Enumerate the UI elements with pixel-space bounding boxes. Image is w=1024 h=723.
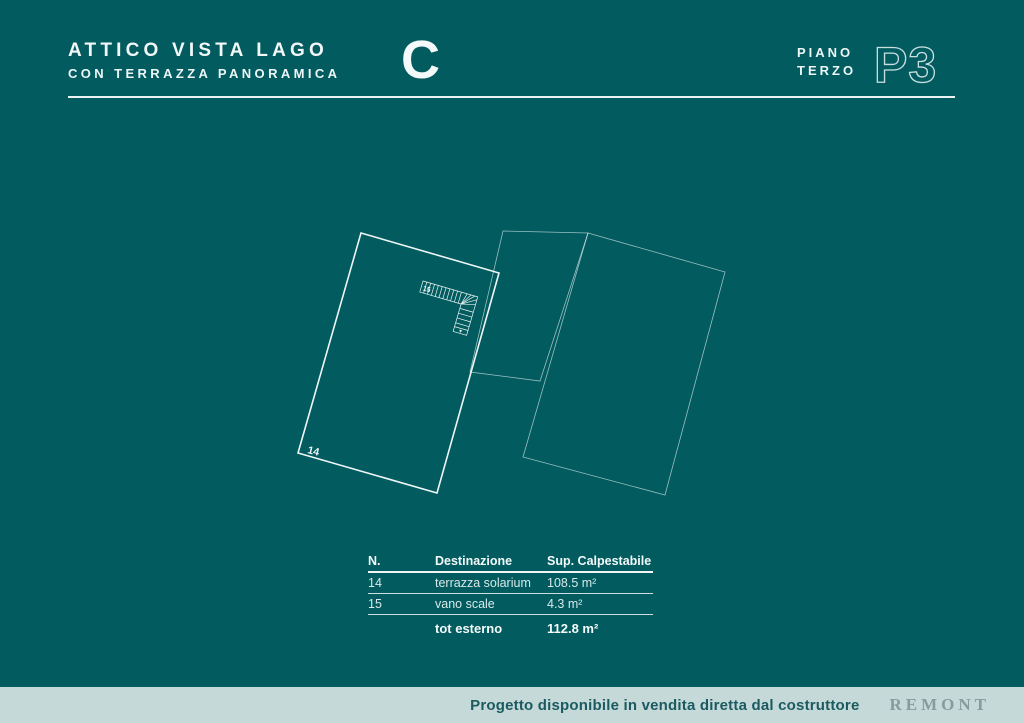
cell-sup: 108.5 m² [547,576,597,590]
cell-total-sup: 112.8 m² [547,620,599,636]
page-subtitle: CON TERRAZZA PANORAMICA [68,66,341,81]
areas-table [368,551,653,641]
header-divider [68,96,955,98]
brand-logo: REMONT [889,695,990,714]
stairs-label: 15 [421,285,432,295]
availability-note: Progetto disponibile in vendita diretta dal costruttore [470,696,860,714]
stairs [412,281,478,335]
building-outline-middle [470,231,588,381]
cell-total-label: tot esterno [435,620,503,636]
table-footer-row [368,615,653,641]
floor-label-line1: PIANO [797,45,854,60]
building-outline-right [523,233,725,495]
floor-plan-svg [280,210,745,510]
cell-sup: 4.3 m² [547,597,583,611]
terrace-outline [298,233,499,493]
table-row [368,594,653,615]
cell-destinazione: terrazza solarium [435,576,531,590]
table-row [368,573,653,594]
cell-n: 14 [368,576,382,590]
floor-label [797,44,856,80]
cell-n: 15 [368,597,382,611]
page-title: ATTICO VISTA LAGO [68,40,328,61]
cell-destinazione: vano scale [435,597,495,611]
bottom-bar [0,687,1024,723]
col-header-n: N. [368,554,381,568]
floor-code: P3 [874,37,938,93]
unit-letter: C [401,30,440,90]
stairs-direction-arrow [459,330,463,334]
col-header-destinazione: Destinazione [435,554,513,568]
terrace-label: 14 [306,444,321,459]
floor-label-line2: TERZO [797,63,857,78]
table-header-row [368,551,653,573]
col-header-sup: Sup. Calpestabile [547,554,652,568]
header-title-block [68,40,340,81]
